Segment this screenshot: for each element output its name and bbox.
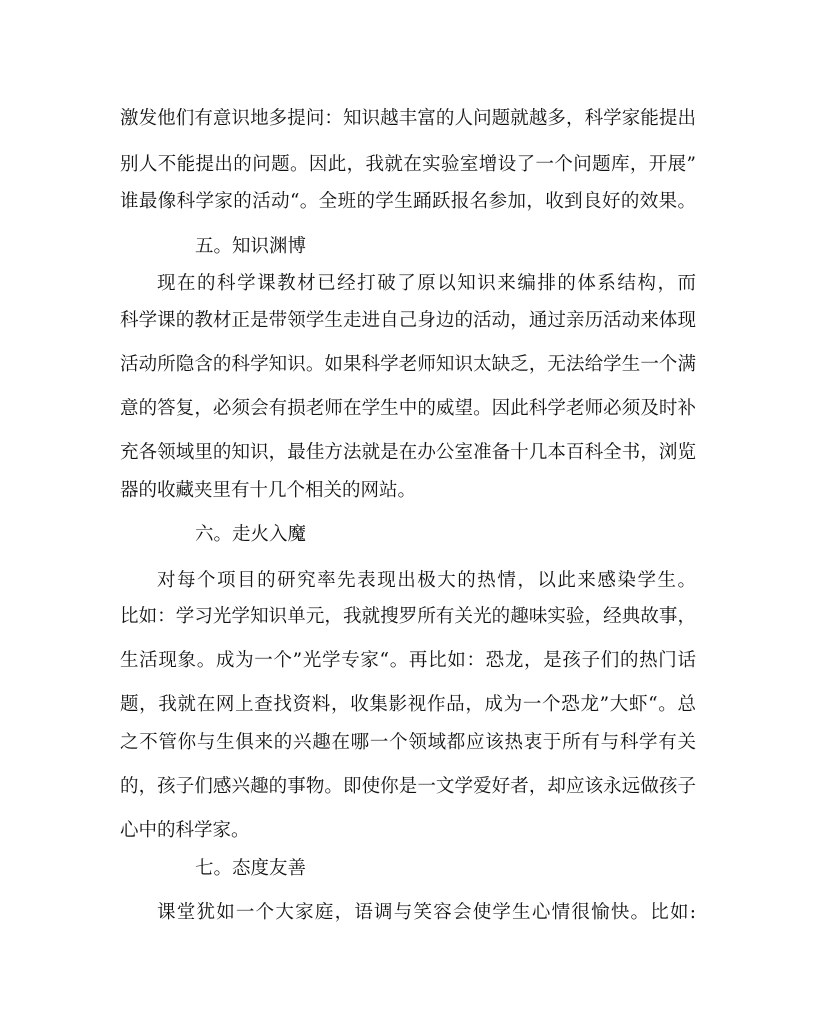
paragraph-2-line-5: 充各领域里的知识，最佳方法就是在办公室准备十几本百科全书，浏览	[120, 442, 696, 463]
paragraph-3-line-7: 心中的科学家。	[120, 820, 250, 841]
paragraph-3-line-6: 的，孩子们感兴趣的事物。即使你是一文学爱好者，却应该永远做孩子	[120, 776, 696, 797]
paragraph-1-line-1: 激发他们有意识地多提问：知识越丰富的人问题就越多，科学家能提出	[120, 108, 696, 129]
paragraph-2-line-3: 活动所隐含的科学知识。如果科学老师知识太缺乏，无法给学生一个满	[120, 354, 696, 375]
paragraph-3-line-4: 题，我就在网上查找资料，收集影视作品，成为一个恐龙”大虾“。总	[120, 694, 696, 715]
paragraph-3-line-1: 对每个项目的研究率先表现出极大的热情，以此来感染学生。	[157, 570, 696, 591]
paragraph-3-line-5: 之不管你与生俱来的兴趣在哪一个领域都应该热衷于所有与科学有关	[120, 732, 696, 753]
section-heading-7: 七。态度友善	[195, 858, 307, 879]
section-heading-6: 六。走火入魔	[195, 524, 307, 545]
paragraph-2-line-6: 器的收藏夹里有十几个相关的网站。	[120, 480, 417, 501]
paragraph-2-line-4: 意的答复，必须会有损老师在学生中的威望。因此科学老师必须及时补	[120, 398, 696, 419]
paragraph-2-line-2: 科学课的教材正是带领学生走进自己身边的活动，通过亲历活动来体现	[120, 310, 696, 331]
section-heading-5: 五。知识渊博	[195, 236, 307, 257]
paragraph-2-line-1: 现在的科学课教材已经打破了原以知识来编排的体系结构，而	[157, 273, 696, 294]
paragraph-3-line-2: 比如：学习光学知识单元，我就搜罗所有关光的趣味实验，经典故事，	[120, 606, 696, 627]
paragraph-3-line-3: 生活现象。成为一个”光学专家“。再比如：恐龙，是孩子们的热门话	[120, 650, 696, 671]
paragraph-4-line-1: 课堂犹如一个大家庭，语调与笑容会使学生心情很愉快。比如:	[157, 902, 696, 923]
paragraph-1-line-2: 别人不能提出的问题。因此，我就在实验室增设了一个问题库，开展”	[120, 154, 696, 175]
paragraph-1-line-3: 谁最像科学家的活动“。全班的学生踊跃报名参加，收到良好的效果。	[120, 191, 696, 212]
